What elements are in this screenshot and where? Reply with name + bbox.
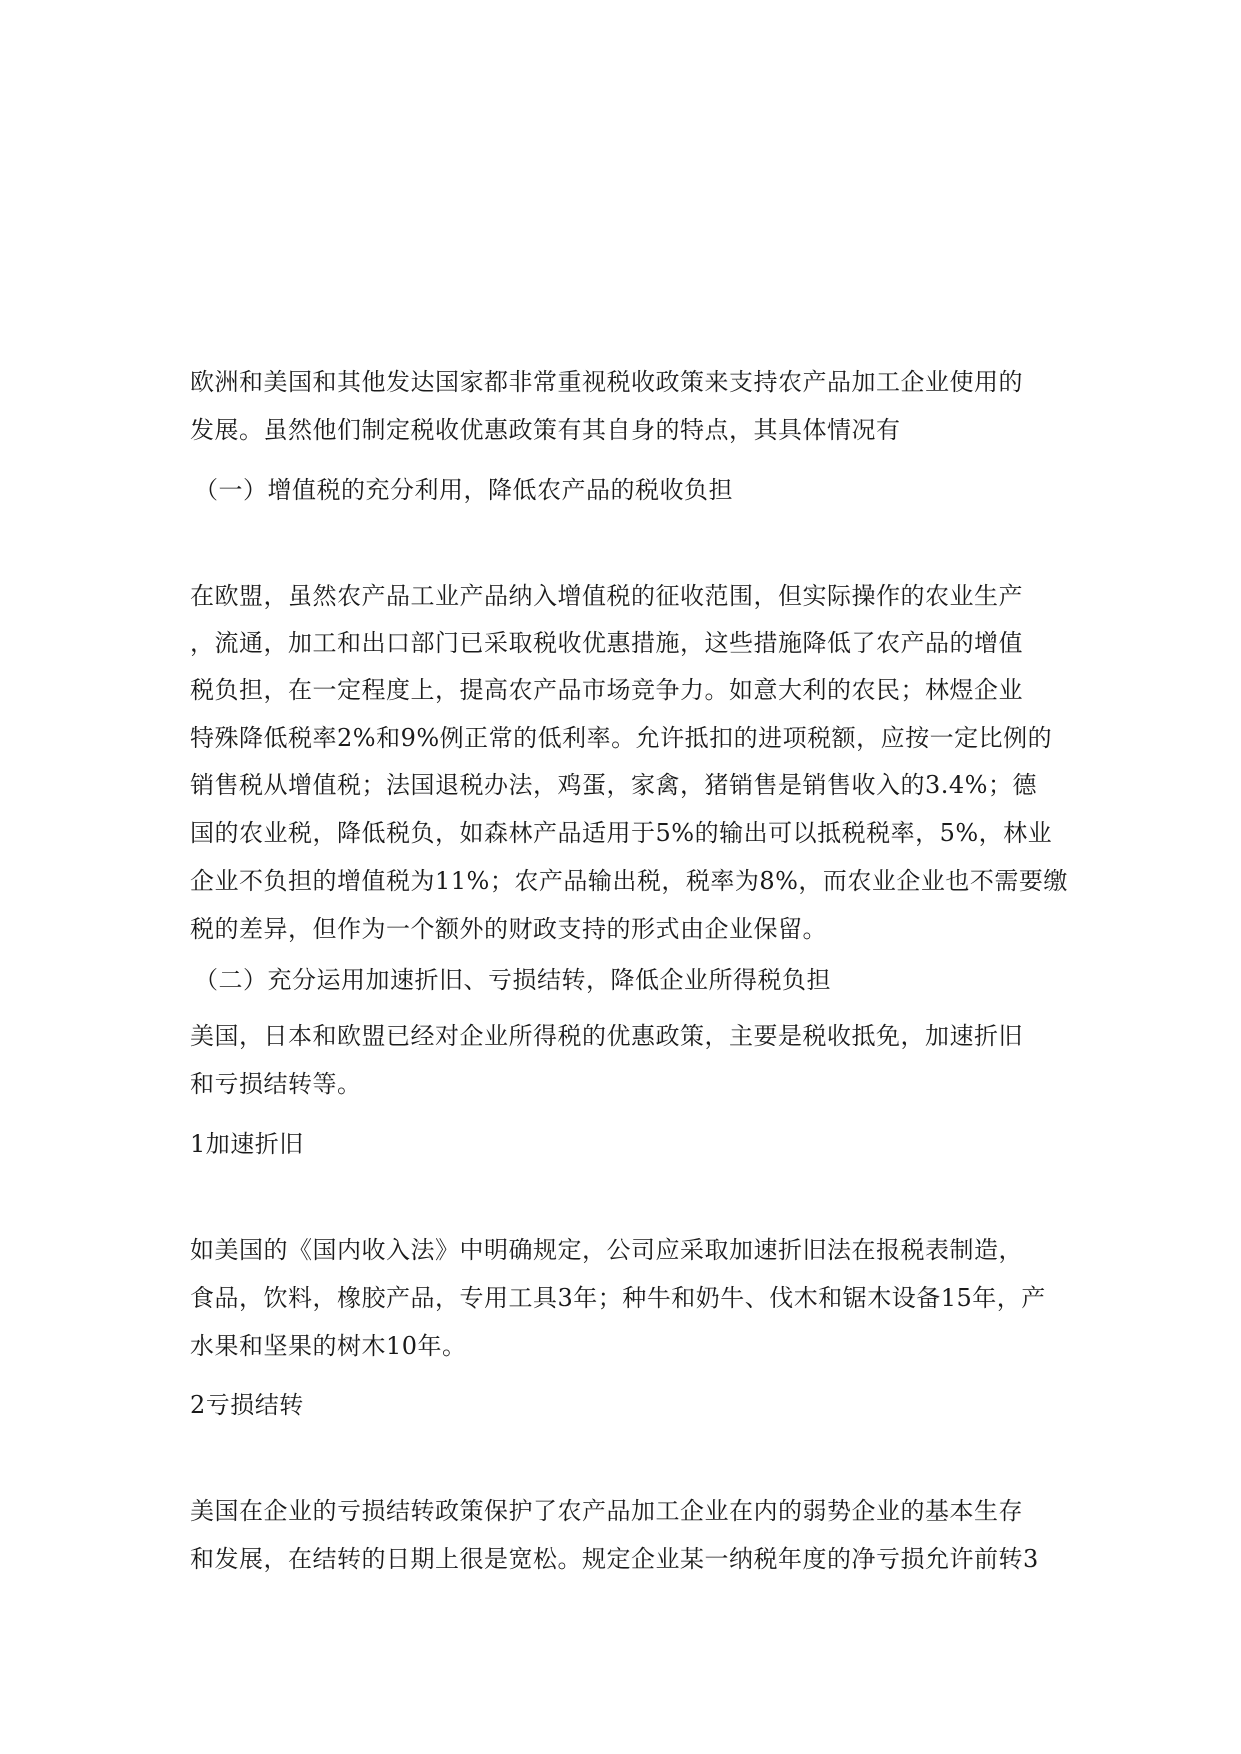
- subheading-accelerated-depreciation: 1加速折旧: [190, 1130, 304, 1158]
- text-line: 销售税从增值税；法国退税办法，鸡蛋，家禽，猪销售是销售收入的3.4%；德: [190, 771, 1037, 799]
- text-line: 欧洲和美国和其他发达国家都非常重视税收政策来支持农产品加工企业使用的: [190, 368, 1023, 396]
- text-line: 国的农业税，降低税负，如森林产品适用于5%的输出可以抵税税率，5%，林业: [190, 819, 1053, 847]
- text-line: 在欧盟，虽然农产品工业产品纳入增值税的征收范围，但实际操作的农业生产: [190, 582, 1023, 610]
- text-line: 税负担，在一定程度上，提高农产品市场竞争力。如意大利的农民；林煜企业: [190, 676, 1023, 704]
- subheading-loss-carryforward: 2亏损结转: [190, 1391, 304, 1419]
- text-line: 如美国的《国内收入法》中明确规定，公司应采取加速折旧法在报税表制造，: [190, 1236, 1023, 1264]
- text-line: 发展。虽然他们制定税收优惠政策有其自身的特点，其具体情况有: [190, 416, 901, 444]
- text-line: ，流通，加工和出口部门已采取税收优惠措施，这些措施降低了农产品的增值: [190, 629, 1023, 657]
- text-line: 美国在企业的亏损结转政策保护了农产品加工企业在内的弱势企业的基本生存: [190, 1497, 1023, 1525]
- section-heading-1: （一）增值税的充分利用，降低农产品的税收负担: [194, 476, 733, 504]
- text-line: 和发展，在结转的日期上很是宽松。规定企业某一纳税年度的净亏损允许前转3: [190, 1545, 1039, 1573]
- text-line: 企业不负担的增值税为11%；农产品输出税，税率为8%，而农业企业也不需要缴: [190, 867, 1068, 895]
- text-line: 食品，饮料，橡胶产品，专用工具3年；种牛和奶牛、伐木和锯木设备15年，产: [190, 1284, 1046, 1312]
- text-line: 美国，日本和欧盟已经对企业所得税的优惠政策，主要是税收抵免，加速折旧: [190, 1022, 1023, 1050]
- text-line: 和亏损结转等。: [190, 1070, 362, 1098]
- text-line: 特殊降低税率2%和9%例正常的低利率。允许抵扣的进项税额，应按一定比例的: [190, 724, 1053, 752]
- section-heading-2: （二）充分运用加速折旧、亏损结转，降低企业所得税负担: [194, 966, 831, 994]
- text-line: 水果和坚果的树木10年。: [190, 1332, 467, 1360]
- text-line: 税的差异，但作为一个额外的财政支持的形式由企业保留。: [190, 915, 827, 943]
